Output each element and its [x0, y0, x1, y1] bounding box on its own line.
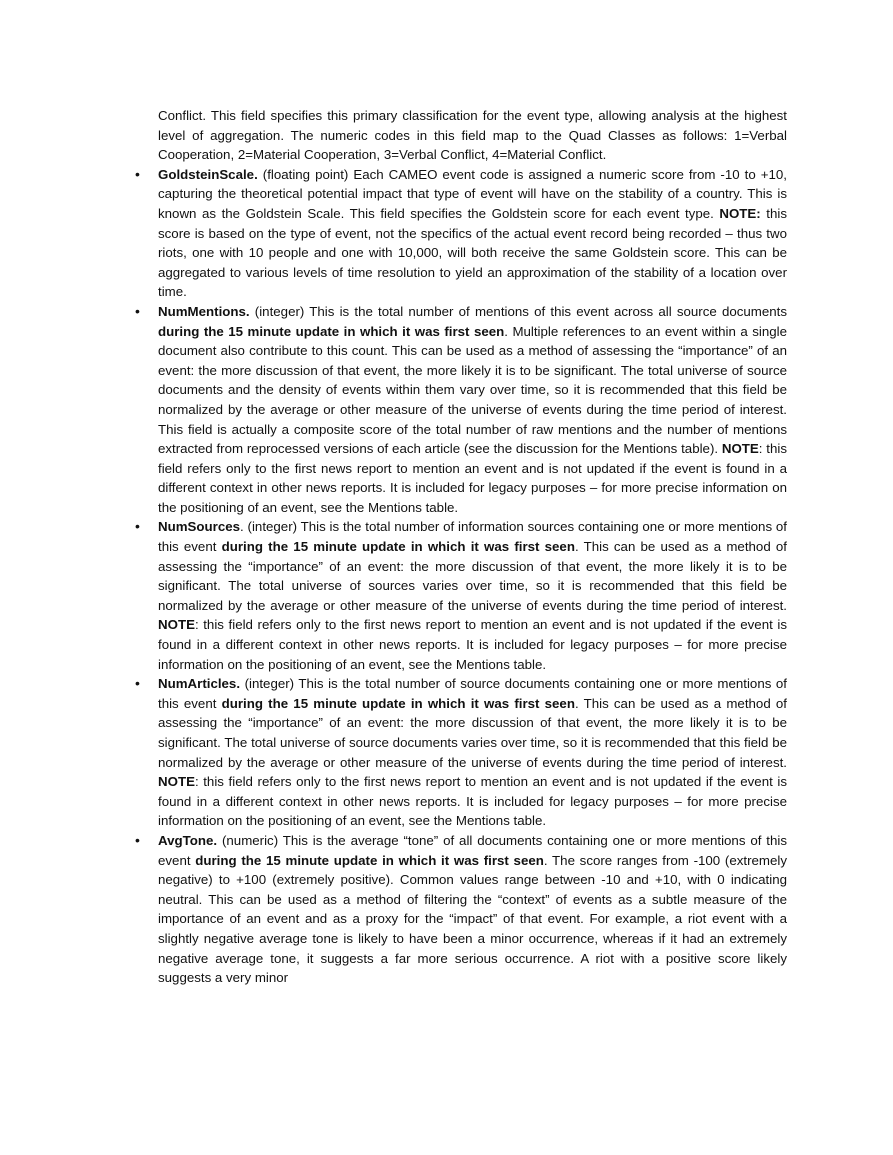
field-description: (integer) This is the total number of mentions of this event across all source documents	[249, 303, 787, 319]
field-description: . This can be used as a method of assessing the “importance” of an event: the more discussion of that event, the more likely it is to be significant. The total universe of source documents varies over time, so it is recommended that this field be normalized by the average or other measure of the universe of events during the time period of interest.	[158, 695, 787, 770]
field-description: . This can be used as a method of assessing the “importance” of an event: the more discussion of that event, the more likely it is to be significant. The total universe of sources varies over time, so it is recommended that this field be normalized by the average or other measure of the universe of events during the time period of interest.	[158, 539, 787, 613]
field-item-num-sources	[135, 517, 787, 674]
field-description: : this field refers only to the first news report to mention an event and is not updated if the event is found in a different context in other news reports. It is included for legacy purposes – for more precise information on the positioning of an event, see the Mentions table.	[158, 774, 787, 829]
field-name: NumArticles.	[158, 676, 241, 692]
bullet-marker: •	[135, 831, 140, 848]
field-item-num-mentions	[135, 302, 787, 518]
bullet-marker: •	[135, 675, 140, 692]
field-item-goldstein-scale	[135, 165, 787, 302]
field-emphasis: NOTE	[158, 774, 195, 790]
field-description: . Multiple references to an event within a single document also contribute to this count. This can be used as a method of assessing the “importance” of an event: the more discussion of that event, the more likely it is to be significant. The total universe of source documents and the density of events within them vary over time, so it is recommended that this field be normalized by the average or other measure of the universe of events during the time period of interest. This field is actually a composite score of the total number of raw mentions and the number of mentions extracted from reprocessed versions of each article (see the discussion for the Mentions table).	[158, 323, 787, 457]
bullet-marker: •	[135, 302, 140, 319]
field-name: NumMentions.	[158, 303, 250, 319]
document-body	[135, 106, 787, 988]
field-name: GoldsteinScale.	[158, 166, 258, 182]
field-emphasis: NOTE:	[719, 205, 761, 221]
field-description: (floating point) Each CAMEO event code is assigned a numeric score from -10 to +10, capturing the theoretical potential impact that type of event will have on the stability of a country. This is known as the Goldstein Scale. This field specifies the Goldstein score for each event type.	[158, 166, 787, 221]
field-emphasis: during the 15 minute update in which it was first seen	[195, 852, 544, 868]
field-description: (numeric) This is the average “tone” of all documents containing one or more mentions of this event	[158, 832, 787, 868]
field-description: (integer) This is the total number of source documents containing one or more mentions of this event	[158, 676, 787, 711]
field-emphasis: NOTE	[721, 441, 759, 457]
field-item-avg-tone	[135, 831, 787, 988]
field-name: NumSources	[158, 519, 241, 535]
field-description: : this field refers only to the first news report to mention an event and is not updated if the event is found in a different context in other news reports. It is included for legacy purposes – for more precise information on the positioning of an event, see the Mentions table.	[158, 441, 787, 515]
field-description: this score is based on the type of event, not the specifics of the actual event record being recorded – thus two riots, one with 10 people and one with 10,000, will both receive the same Goldstein score. This can be aggregated to various levels of time resolution to yield an approximation of the stability of a location over time.	[158, 205, 787, 300]
intro-paragraph: Conflict. This field specifies this primary classification for the event type, allowing analysis at the highest level of aggregation. The numeric codes in this field map to the Quad Classes as follows: 1=Verbal Cooperation, 2=Material Cooperation, 3=Verbal Conflict, 4=Material Conflict.	[158, 108, 787, 163]
bullet-marker: •	[135, 165, 140, 182]
field-emphasis: NOTE	[158, 617, 195, 633]
field-item-num-articles	[135, 674, 787, 831]
field-emphasis: during the 15 minute update in which it was first seen	[221, 539, 575, 555]
field-emphasis: during the 15 minute update in which it was first seen	[221, 695, 575, 711]
field-name: AvgTone.	[158, 832, 218, 848]
bullet-marker: •	[135, 518, 140, 535]
field-description: : this field refers only to the first news report to mention an event and is not updated if the event is found in a different context in other news reports. It is included for legacy purposes – for more precise information on the positioning of an event, see the Mentions table.	[158, 617, 787, 672]
field-definition-list	[135, 165, 787, 988]
field-emphasis: during the 15 minute update in which it was first seen	[158, 323, 505, 339]
field-description: . The score ranges from -100 (extremely negative) to +100 (extremely positive). Common values range between -10 and +10, with 0 indicating neutral. This can be used as a method of filtering the “context” of events as a subtle measure of the importance of an event and as a proxy for the “impact” of that event. For example, a riot event with a slightly negative average tone is likely to have been a minor occurrence, whereas if it had an extremely negative average tone, it suggests a far more serious occurrence. A riot with a positive score likely suggests a very minor	[158, 852, 787, 986]
field-description: . (integer) This is the total number of information sources containing one or more mentions of this event	[158, 519, 787, 555]
